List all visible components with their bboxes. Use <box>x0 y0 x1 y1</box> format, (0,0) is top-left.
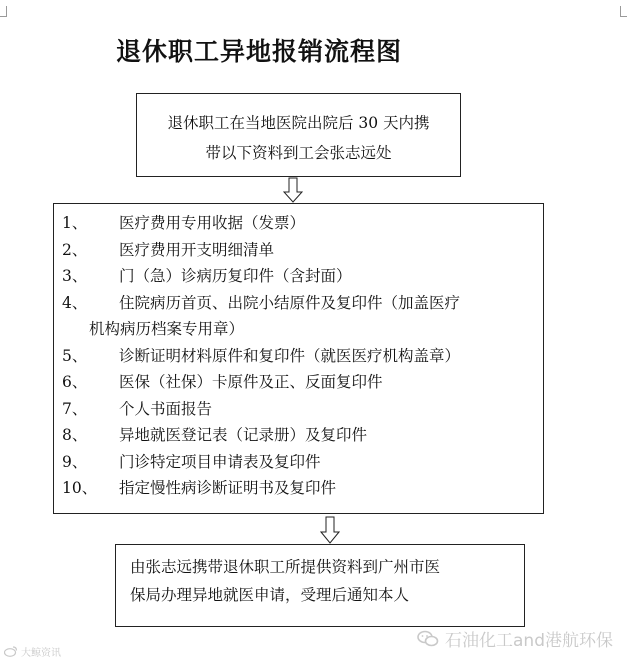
list-item-number: 1、 <box>62 214 88 232</box>
list-item <box>54 449 543 476</box>
list-item <box>54 263 543 290</box>
list-item-text: 医疗费用开支明细清单 <box>119 240 275 259</box>
list-item-text: 异地就医登记表（记录册）及复印件 <box>119 426 368 444</box>
list-item-number: 3、 <box>62 267 88 285</box>
list-item <box>54 237 543 264</box>
list-item-number: 9、 <box>62 452 88 471</box>
watermark-text: 石油化工and港航环保 <box>445 631 613 651</box>
list-item-number: 10、 <box>62 479 98 497</box>
corner-crop-mark-right <box>620 6 627 17</box>
list-item <box>54 396 543 423</box>
list-item-number: 4、 <box>62 293 88 312</box>
list-item-text: 门（急）诊病历复印件（含封面） <box>119 267 352 285</box>
step3-line: 由张志远携带退休职工所提供资料到广州市医 <box>130 558 441 576</box>
watermark-wechat <box>417 626 613 651</box>
list-item-text: 门诊特定项目申请表及复印件 <box>119 452 321 471</box>
list-item-text: 医疗费用专用收据（发票） <box>119 214 306 232</box>
step3-box <box>115 544 525 627</box>
watermark-weibo <box>4 644 61 659</box>
hollow-down-arrow-icon <box>320 516 340 544</box>
weibo-icon <box>4 646 18 657</box>
step1-box <box>136 93 461 177</box>
list-item-text: 诊断证明材料原件和复印件（就医医疗机构盖章） <box>119 346 461 365</box>
list-item-text: 指定慢性病诊断证明书及复印件 <box>119 479 337 497</box>
list-item-text: 住院病历首页、出院小结原件及复印件（加盖医疗 <box>119 293 461 312</box>
step1-line: 带以下资料到工会张志远处 <box>205 144 392 162</box>
list-item-number: 8、 <box>62 426 88 444</box>
list-item <box>54 210 543 237</box>
list-item-number: 6、 <box>62 373 88 391</box>
list-item <box>54 422 543 449</box>
list-item <box>54 475 543 502</box>
list-item <box>54 369 543 396</box>
step1-line: 退休职工在当地医院出院后 30 天内携 <box>167 114 430 132</box>
list-item-continuation: 机构病历档案专用章） <box>89 320 245 338</box>
step3-line: 保局办理异地就医申请，受理后通知本人 <box>130 586 410 604</box>
list-item-text: 个人书面报告 <box>119 399 213 418</box>
list-item-number: 7、 <box>62 399 88 418</box>
list-item-number: 2、 <box>62 240 88 259</box>
list-item-text: 医保（社保）卡原件及正、反面复印件 <box>119 373 383 391</box>
list-item <box>54 343 543 370</box>
hollow-down-arrow-icon <box>283 177 303 203</box>
wechat-icon <box>417 630 439 648</box>
list-item <box>54 290 543 343</box>
list-item-number: 5、 <box>62 346 88 365</box>
step2-box <box>53 203 544 514</box>
corner-crop-mark-left <box>0 6 7 17</box>
watermark-text: 大鲸资讯 <box>21 648 61 659</box>
page-title: 退休职工异地报销流程图 <box>116 37 403 66</box>
